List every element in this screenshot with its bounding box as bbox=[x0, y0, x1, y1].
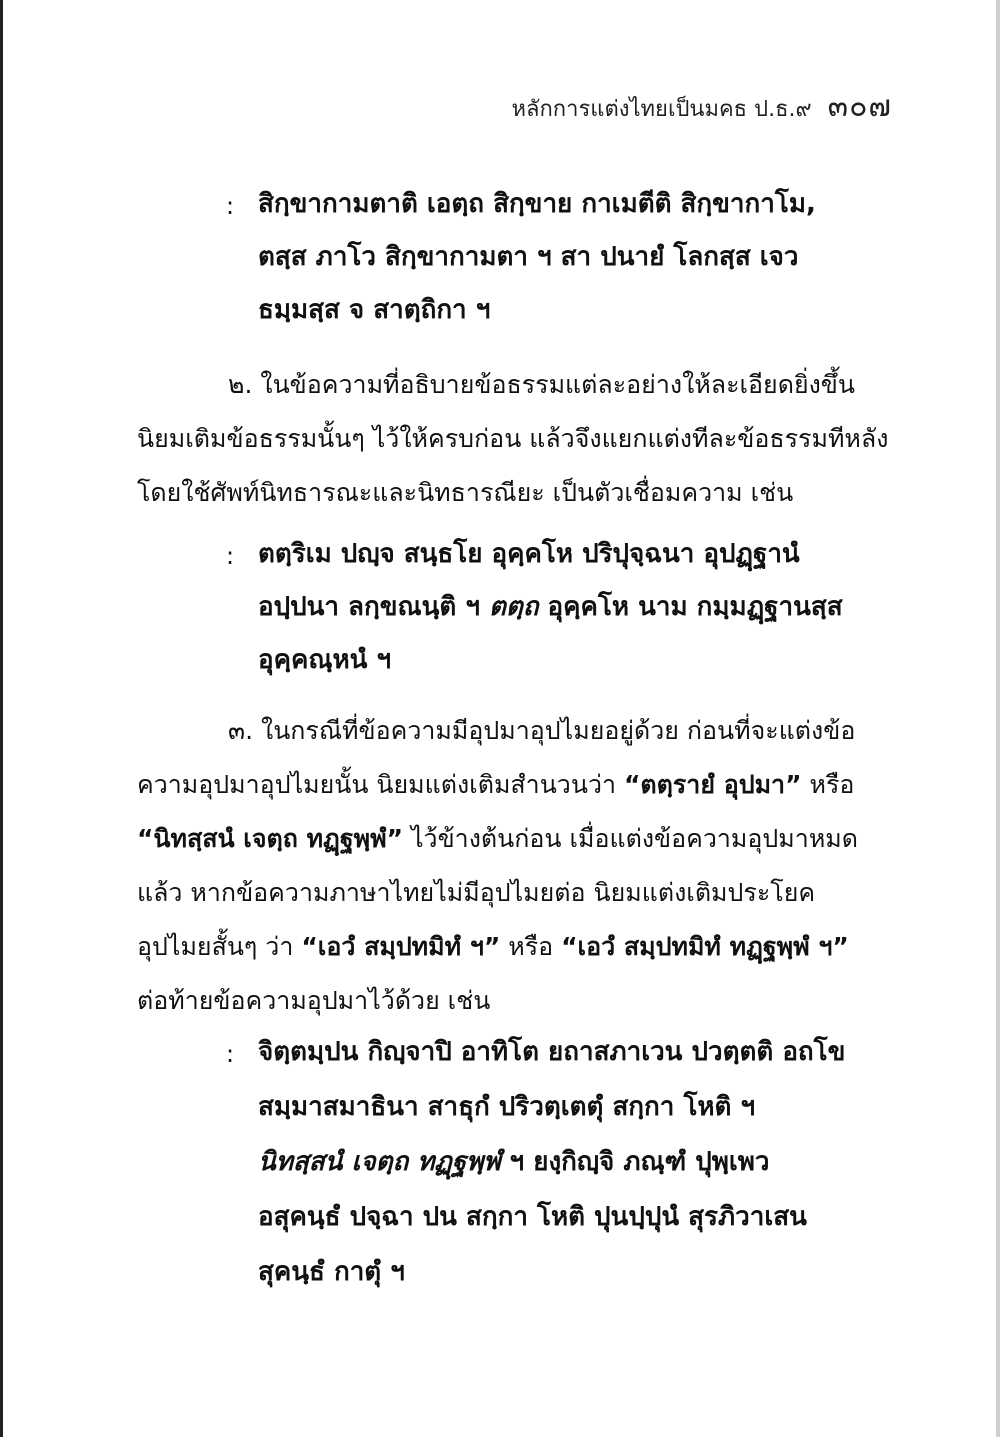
quoted-pali: “เอวํ สมฺปทมิทํ ฯ” bbox=[301, 932, 501, 961]
pali-line: อสุคนฺธํ ปจฺฉา ปน สกฺกา โหติ ปุนปฺปุนํ สุรภิวาเสน bbox=[258, 1202, 807, 1232]
pali-line: จิตฺตมฺปน กิญฺจาปิ อาทิโต ยถาสภาเวน ปวตฺตติ อถโข bbox=[258, 1037, 846, 1067]
paragraph-line: นิยมเติมข้อธรรมนั้นๆ ไว้ให้ครบก่อน แล้วจึงแยกแต่งทีละข้อธรรมทีหลัง bbox=[137, 424, 889, 453]
example-colon: : bbox=[226, 1040, 235, 1068]
pali-line: สิกฺขากามตาติ เอตฺถ สิกฺขาย กาเมตีติ สิกฺขากาโม, bbox=[258, 189, 816, 219]
paragraph-line bbox=[137, 812, 858, 866]
pali-line bbox=[258, 581, 843, 634]
pali-text: อุคฺคโห นาม กมฺมฏฺฐานสฺส bbox=[538, 592, 843, 622]
paragraph-line: ๒. ในข้อความที่อธิบายข้อธรรมแต่ละอย่างให้ละเอียดยิ่งขึ้น bbox=[228, 370, 855, 399]
pali-line: ตตฺริเม ปญฺจ สนฺธโย อุคฺคโห ปริปุจฺฉนา อุปฏฺฐานํ bbox=[258, 539, 800, 569]
pali-line bbox=[258, 1136, 769, 1189]
quoted-pali: “นิทสฺสนํ เจตฺถ ทฏฺฐพฺพํ” bbox=[137, 824, 404, 853]
pali-italic-text: นิทสฺสนํ เจตฺถ ทฏฺฐพฺพํ bbox=[258, 1147, 501, 1177]
paragraph-text: ไว้ข้างต้นก่อน เมื่อแต่งข้อความอุปมาหมด bbox=[403, 824, 859, 853]
page-edge-right bbox=[996, 0, 1000, 1437]
paragraph-text: หรือ bbox=[500, 932, 562, 961]
paragraph-line bbox=[137, 920, 849, 974]
pali-text: อปฺปนา ลกฺขณนฺติ ฯ bbox=[258, 592, 489, 622]
paragraph-line bbox=[137, 758, 854, 812]
pali-line: สุคนฺธํ กาตุํ ฯ bbox=[258, 1257, 405, 1287]
pali-line: อุคฺคณฺหนํ ฯ bbox=[258, 645, 392, 675]
quoted-pali: “เอวํ สมฺปทมิทํ ทฏฺฐพฺพํ ฯ” bbox=[561, 932, 849, 961]
paragraph-line: ๓. ในกรณีที่ข้อความมีอุปมาอุปไมยอยู่ด้วย ก่อนที่จะแต่งข้อ bbox=[228, 716, 856, 745]
paragraph-text: หรือ bbox=[801, 770, 855, 799]
pali-italic-text: ตตฺถ bbox=[488, 592, 539, 622]
page-number: ๓๐๗ bbox=[827, 89, 892, 124]
pali-line: สมฺมาสมาธินา สาธุกํ ปริวตฺเตตุํ สกฺกา โหติ ฯ bbox=[258, 1092, 756, 1122]
example-colon: : bbox=[226, 542, 235, 570]
header-title: หลักการแต่งไทยเป็นมคธ ป.ธ.๙ bbox=[511, 97, 812, 122]
quoted-pali: “ตตฺรายํ อุปมา” bbox=[623, 770, 802, 799]
paragraph-line: ต่อท้ายข้อความอุปมาไว้ด้วย เช่น bbox=[137, 986, 491, 1015]
running-header bbox=[511, 83, 892, 130]
paragraph-text: ความอุปมาอุปไมยนั้น นิยมแต่งเติมสำนวนว่า bbox=[137, 770, 624, 799]
pali-line: ตสฺส ภาโว สิกฺขากามตา ฯ สา ปนายํ โลกสฺส เจว bbox=[258, 242, 799, 272]
example-colon: : bbox=[226, 192, 235, 220]
pali-text: ฯ ยงฺกิญฺจิ ภณฺฑํ ปุพฺเพว bbox=[500, 1147, 770, 1177]
paragraph-line: โดยใช้ศัพท์นิทธารณะและนิทธารณียะ เป็นตัวเชื่อมความ เช่น bbox=[137, 478, 794, 507]
paragraph-line: แล้ว หากข้อความภาษาไทยไม่มีอุปไมยต่อ นิยมแต่งเติมประโยค bbox=[137, 878, 816, 907]
pali-line: ธมฺมสฺส จ สาตฺถิกา ฯ bbox=[258, 295, 491, 325]
paragraph-text: อุปไมยสั้นๆ ว่า bbox=[137, 932, 302, 961]
page-edge-left bbox=[0, 0, 3, 1437]
